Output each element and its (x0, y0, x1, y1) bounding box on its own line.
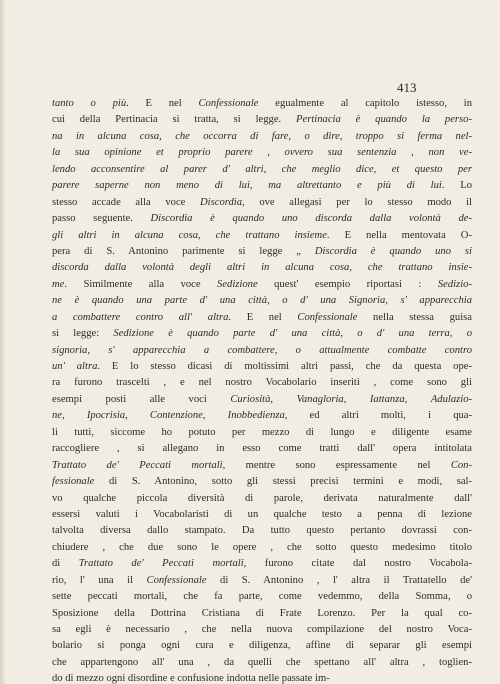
text-line (52, 425, 472, 441)
text-line (52, 441, 472, 457)
text-line (52, 540, 472, 556)
text-line (52, 211, 472, 227)
text-span: sette peccati mortali, che fa parte, come vedemmo, della Somma, o (52, 591, 472, 603)
text-span: che appartengono all' una , da quelli che spettano all' altra , toglien- (52, 656, 472, 668)
italic-span: ne (52, 410, 62, 422)
text-span: do di mezzo ogni disordine e confusione indotta nelle passate im- (52, 673, 330, 684)
text-line (52, 228, 472, 244)
text-span: . E nella mentovata O- (326, 229, 472, 241)
text-span: , furono citate dal nostro Vocabola- (243, 558, 472, 570)
text-span: essersi valuti i Vocabolaristi di un qualche testo a penna di lezione (52, 508, 472, 520)
text-span: quest' esempio riportasi : (257, 278, 438, 290)
italic-span: gli altri in alcuna cosa, che trattano insieme (52, 229, 327, 241)
text-line (52, 638, 472, 654)
italic-span: Sedizione è quando parte d' una città, o d' una terra, o (113, 328, 472, 340)
text-line (52, 655, 472, 671)
body-text (52, 96, 472, 684)
text-span: passo seguente. (52, 213, 151, 225)
text-span: di S. Antonino , l' altra il Trattatello de' (206, 574, 472, 586)
text-span: , (62, 410, 87, 422)
text-line (52, 195, 472, 211)
text-line (52, 589, 472, 605)
text-line (52, 326, 472, 342)
text-line (52, 96, 472, 112)
text-span: raccogliere , si allegano in esso come tratti dall' opera intitolata (52, 443, 472, 455)
text-line (52, 359, 472, 375)
text-line (52, 392, 472, 408)
text-line (52, 573, 472, 589)
text-span: egualmente al capitolo istesso, in (258, 98, 472, 109)
text-span: pera di S. Antonino parimente si legge „ (52, 245, 315, 257)
text-line (52, 129, 472, 145)
text-line (52, 343, 472, 359)
italic-span: Discordia è quando uno discorda dalla volontà de- (150, 213, 472, 225)
page-gutter-shadow (0, 0, 6, 684)
text-line (52, 556, 472, 572)
italic-span: Trattato de' Peccati mortali (78, 558, 244, 570)
text-line (52, 606, 472, 622)
italic-span: Vanagloria (296, 393, 344, 405)
italic-span: Confessionale (297, 311, 358, 323)
text-line (52, 622, 472, 638)
text-line (52, 277, 472, 293)
text-span: vo qualche piccola diversità di parole, derivata naturalmente dall' (52, 492, 472, 504)
text-span: , (125, 410, 150, 422)
italic-span: Curiosità (230, 393, 271, 405)
italic-span: a combattere contro all' altra (52, 311, 229, 323)
text-span: Sposizione della Dottrina Cristiana di Frate Lorenzo. Per la qual co- (52, 607, 472, 619)
italic-span: Trattato de' Peccati mortali (52, 459, 223, 471)
text-line (52, 310, 472, 326)
italic-span: fessionale (52, 476, 95, 488)
text-span: , (202, 410, 228, 422)
text-line (52, 671, 472, 684)
italic-span: parere saperne non meno di lui, ma altrettanto e più di lui (52, 180, 442, 192)
text-span: . Similmente alla voce (64, 278, 218, 290)
text-span: esempi posti alle voci (52, 393, 231, 405)
text-span: nella stessa guisa (357, 311, 472, 323)
italic-span: Ipocrisia (86, 410, 126, 422)
text-line (52, 145, 472, 161)
text-span: . E lo stesso dicasi di moltissimi altri passi, che da questa ope- (97, 361, 472, 372)
text-line (52, 491, 472, 507)
text-span: , (270, 393, 297, 405)
text-span: sa egli è necessario , che nella nuova compilazione del nostro Voca- (52, 624, 472, 635)
italic-span: Discordia è quando uno si (314, 245, 472, 257)
text-line (52, 474, 472, 490)
italic-span: la sua opinione et proprio parere , ovvero sua sentenzia , non ve- (52, 147, 472, 159)
text-span: ra furono trascelti , e nel nostro Vocabolario inseriti , come sono gli (52, 377, 472, 389)
italic-span: signoria, s' apparecchia a combattere, o attualmente combatte contro (52, 344, 472, 356)
text-span: di S. Antonino, sotto gli stessi precisi termini e modi, sal- (94, 476, 472, 488)
italic-span: Con- (450, 459, 472, 471)
page-number: 413 (397, 80, 417, 95)
text-line (52, 507, 472, 523)
italic-span: ne è quando una parte d' una città, o d' una Signoria, s' apparecchia (52, 295, 472, 307)
italic-span: Discordia (200, 196, 243, 208)
text-line (52, 244, 472, 260)
italic-span: Iattanza (369, 393, 405, 405)
italic-span: Sedizione (217, 278, 258, 290)
text-span: li tutti, siccome ho potuto per mezzo di lungo e diligente esame (52, 426, 472, 438)
italic-span: na in alcuna cosa, che occorra di fare, o dire, troppo si ferma nel- (52, 130, 472, 142)
text-span: , (404, 393, 431, 405)
text-span: . Lo (441, 180, 472, 192)
text-span: bolario si ponga ogni cura e diligenza, affine di separar gli esempi (52, 640, 472, 652)
text-span: . E nel (126, 98, 199, 109)
italic-span: lendo acconsentire al parer d' altri, che meglio dice, et questo per (52, 163, 472, 175)
text-span: , ove allegasi per lo stesso modo il (242, 196, 472, 208)
text-span: si legge: (52, 328, 114, 340)
italic-span: un' altra (52, 361, 98, 372)
text-span: di (52, 558, 79, 570)
text-span: stesso accade alla voce (52, 196, 201, 208)
text-line (52, 112, 472, 128)
italic-span: tanto o più (52, 98, 127, 109)
text-span: rio, l' una il (52, 574, 147, 586)
italic-span: Inobbedienza (227, 410, 285, 422)
text-line (52, 162, 472, 178)
text-span: , mentre sono espressamente nel (222, 459, 451, 471)
text-line (52, 375, 472, 391)
text-span: , ed altri molti, i qua- (284, 410, 472, 422)
italic-span: Confessionale (146, 574, 207, 586)
text-line (52, 178, 472, 194)
text-line (52, 408, 472, 424)
italic-span: Sedizio- (437, 278, 472, 290)
italic-span: discorda dalla volontà degli altri in alcuna cosa, che trattano insie- (52, 262, 472, 274)
text-line (52, 523, 472, 539)
text-line (52, 260, 472, 276)
italic-span: Confessionale (198, 98, 259, 109)
text-line (52, 458, 472, 474)
text-span: . E nel (228, 311, 298, 323)
text-span: , (343, 393, 370, 405)
text-span: cui della Pertinacia si tratta, si legge. (52, 114, 297, 126)
italic-span: Pertinacia è quando la perso- (296, 114, 472, 126)
text-span: chiudere , che due sono le opere , che sotto questo medesimo titolo (52, 541, 472, 553)
text-span: talvolta diversa dallo stampato. Da tutto questo pertanto dovrassi con- (52, 525, 472, 537)
text-line (52, 293, 472, 309)
italic-span: me (52, 278, 65, 290)
italic-span: Adulazio- (430, 393, 472, 405)
italic-span: Contenzione (149, 410, 203, 422)
